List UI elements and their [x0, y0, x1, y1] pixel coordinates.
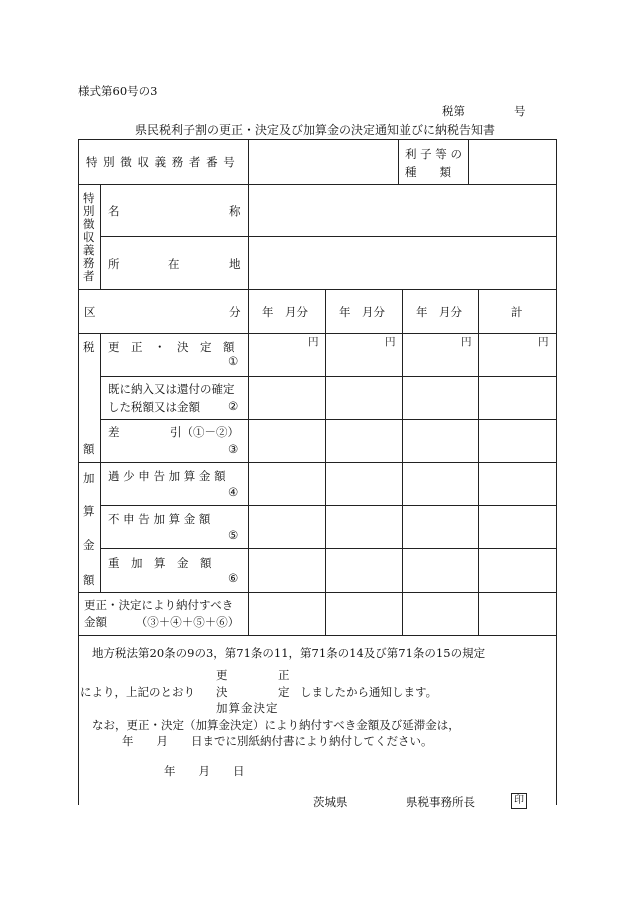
notice-line1: 地方税法第20条の9の3，第71条の11，第71条の14及び第71条の15の規定 — [92, 646, 486, 660]
notice-kosei-2: 正 — [278, 668, 290, 682]
interest-type-label-line2: 種 類 — [405, 165, 451, 179]
penalty-group-label-1: 加 — [83, 471, 95, 485]
row-nonfiling-penalty-num: ⑤ — [228, 528, 239, 542]
row-paid-amount-line2: した税額又は金額 — [108, 400, 200, 414]
column-header-2: 年 月分 — [339, 305, 385, 319]
row-heavy-penalty-label: 重 加 算 金 額 — [108, 556, 212, 570]
yen-unit-4: 円 — [538, 336, 549, 348]
yen-unit-3: 円 — [461, 336, 472, 348]
penalty-group-label-4: 額 — [83, 573, 95, 587]
notice-kosei-1: 更 — [216, 668, 228, 682]
issuer-office: 県税事務所長 — [406, 795, 475, 809]
row-paid-amount-num: ② — [228, 399, 239, 413]
yen-unit-1: 円 — [308, 336, 319, 348]
name-label-left: 名 — [108, 204, 120, 218]
column-header-1: 年 月分 — [262, 305, 308, 319]
column-header-3: 年 月分 — [416, 305, 462, 319]
notice-line2: により，上記のとおり — [80, 685, 195, 699]
row-nonfiling-penalty-label: 不 申 告 加 算 金 額 — [108, 512, 211, 526]
interest-type-label-line1: 利 子 等 の — [405, 147, 462, 161]
row-difference-left: 差 — [108, 425, 120, 439]
notice-date: 年 月 日 — [164, 764, 245, 778]
section-label-left: 区 — [84, 305, 96, 319]
row-correction-amount-label: 更 正 ・ 決 定 額 — [108, 340, 235, 354]
tax-number-suffix: 号 — [514, 104, 526, 118]
tax-group-label-top: 税 — [83, 340, 95, 354]
tax-number-prefix: 税第 — [442, 104, 465, 118]
notice-kettei-1: 決 — [216, 685, 228, 699]
notice-kettei-2: 定 — [278, 685, 290, 699]
row-underreport-penalty-label: 過 少 申 告 加 算 金 額 — [108, 469, 226, 483]
penalty-group-label-3: 金 — [83, 538, 95, 552]
document-title: 県民税利子割の更正・決定及び加算金の決定通知並びに納税告知書 — [135, 123, 496, 137]
issuer-prefecture: 茨城県 — [313, 795, 348, 809]
penalty-group-label-2: 算 — [83, 504, 95, 518]
row-paid-amount-line1: 既に納入又は還付の確定 — [108, 382, 235, 396]
section-label-right: 分 — [229, 305, 241, 319]
row-heavy-penalty-num: ⑥ — [228, 571, 239, 585]
row-difference-right: 引（①－②） — [170, 425, 239, 439]
obligor-number-label: 特 別 徴 収 義 務 者 番 号 — [86, 155, 236, 169]
notice-line2-tail: しましたから通知します。 — [300, 685, 438, 699]
yen-unit-2: 円 — [385, 336, 396, 348]
notice-kasan: 加算金決定 — [216, 701, 279, 715]
address-label-1: 所 — [108, 257, 120, 271]
tax-group-label-bottom: 額 — [83, 442, 95, 456]
form-number: 様式第60号の3 — [78, 84, 158, 98]
row-difference-num: ③ — [228, 442, 239, 456]
total-label-line1: 更正・決定により納付すべき — [84, 598, 234, 612]
row-underreport-penalty-num: ④ — [228, 485, 239, 499]
notice-line4: 年 月 日までに別紙納付書により納付してください。 — [122, 734, 433, 748]
name-label-right: 称 — [229, 204, 241, 218]
total-label-line2: 金額 （③＋④＋⑤＋⑥） — [84, 615, 240, 629]
address-label-3: 地 — [229, 257, 241, 271]
address-label-2: 在 — [168, 257, 180, 271]
seal-mark: 印 — [511, 793, 527, 809]
column-header-total: 計 — [511, 305, 523, 319]
notice-line3: なお，更正・決定（加算金決定）により納付すべき金額及び延滞金は， — [92, 718, 460, 732]
row-correction-amount-num: ① — [228, 354, 239, 368]
